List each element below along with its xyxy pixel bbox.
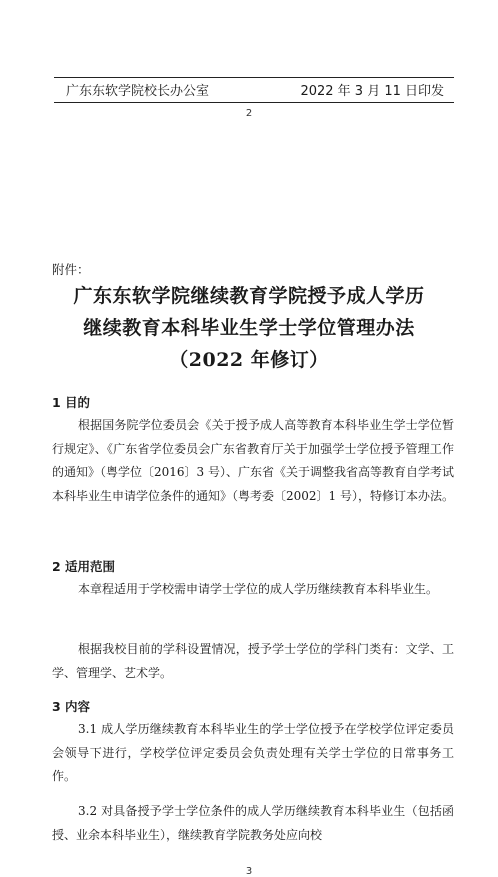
paragraph-content-2: 3.2 对具备授予学士学位条件的成人学历继续教育本科毕业生（包括函授、业余本科毕业生），继续教育学院教务处应向校 xyxy=(52,804,454,842)
paragraph-content-1: 3.1 成人学历继续教育本科毕业生的学士学位授予在学校学位评定委员会领导下进行，学校学位评定委员会负责处理有关学士学位的日常事务工作。 xyxy=(52,722,454,783)
doc-title-line2: 继续教育本科毕业生学士学位管理办法 xyxy=(83,317,415,339)
header-top-rule xyxy=(54,77,454,78)
paragraph-purpose: 根据国务院学位委员会《关于授予成人高等教育本科毕业生学士学位暂行规定》、《广东省学位委员会广东省教育厅关于加强学士学位授予管理工作的通知》（粤学位〔2016〕3 号）、广东省《关于调整我省高等教育自学考试本科毕业生申请学位条件的通知》（粤考委〔2002〕1 号），特修订本办法。 xyxy=(52,418,454,503)
issue-date: 2022 年 3 月 11 日印发 xyxy=(300,84,444,99)
footer-page-number: 3 xyxy=(245,866,253,877)
header-bottom-rule xyxy=(54,102,454,103)
document-header xyxy=(66,84,444,100)
attachment-label: 附件： xyxy=(52,262,90,277)
doc-title-line1: 广东东软学院继续教育学院授予成人学历 xyxy=(73,285,425,307)
section-heading-purpose: 1 目的 xyxy=(52,395,91,410)
issuing-office: 广东东软学院校长办公室 xyxy=(66,84,210,99)
doc-title-line3: （2022 年修订） xyxy=(169,349,329,371)
paragraph-scope-1: 本章程适用于学校需申请学士学位的成人学历继续教育本科毕业生。 xyxy=(78,582,439,596)
page-number: 2 xyxy=(245,108,253,119)
section-heading-scope: 2 适用范围 xyxy=(52,559,116,574)
section-heading-content: 3 内容 xyxy=(52,699,91,714)
paragraph-scope-2: 根据我校目前的学科设置情况，授予学士学位的学科门类有：文学、工学、管理学、艺术学。 xyxy=(52,642,454,680)
